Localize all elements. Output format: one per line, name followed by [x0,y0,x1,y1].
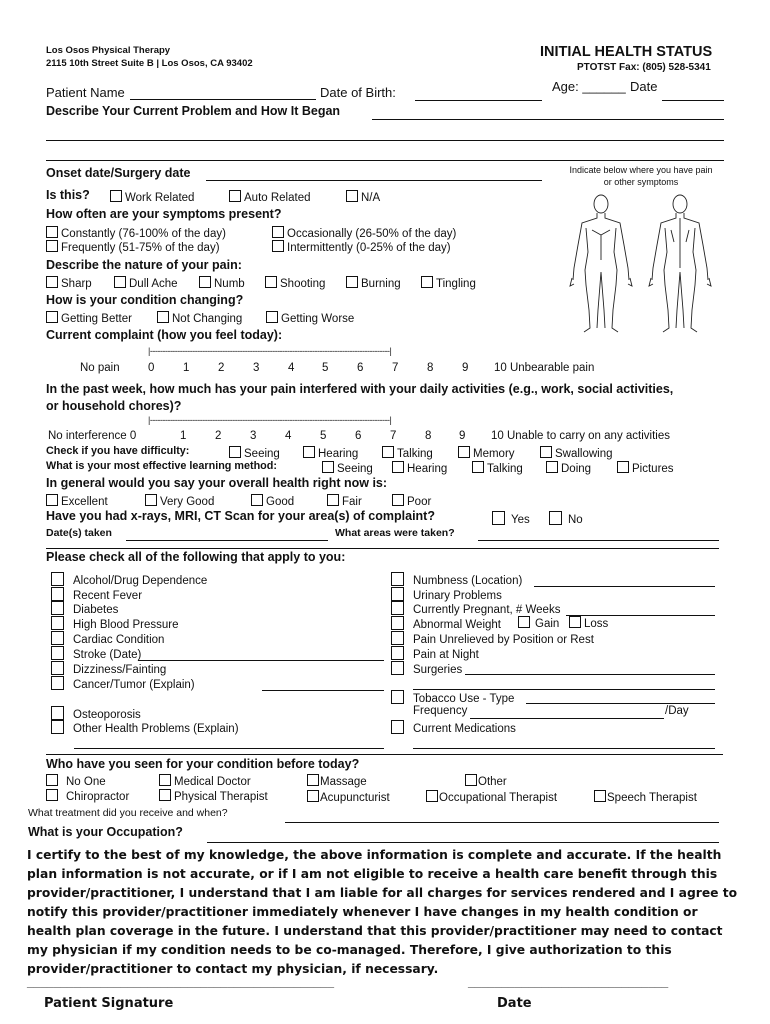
work-related-checkbox[interactable] [110,190,122,202]
seen-pt-checkbox[interactable] [159,789,171,801]
condition-cancer-checkbox[interactable] [51,676,64,690]
condition-numbness-text: Numbness (Location) [413,575,523,587]
imaging-yes-option[interactable] [492,511,530,526]
condition-surgeries[interactable] [391,661,462,676]
condition-bp-text: High Blood Pressure [73,619,179,631]
difficulty-talking-option[interactable] [382,446,433,460]
work-related-text: Work Related [125,192,195,204]
interference-4[interactable]: 4 [285,430,292,442]
condition-tobacco-checkbox[interactable] [391,690,404,704]
difficulty-swallowing-checkbox[interactable] [540,446,552,458]
frequently-text: Frequently (51-75% of the day) [61,242,220,254]
complaint-7[interactable]: 7 [392,362,399,374]
seen-chiro-checkbox[interactable] [46,789,58,801]
seen-massage-checkbox[interactable] [307,774,319,786]
seen-pt-text: Physical Therapist [174,791,268,803]
seen-ot-option[interactable] [426,790,557,804]
weight-loss-option[interactable] [569,616,608,630]
frequently-checkbox[interactable] [46,240,58,252]
interference-9[interactable]: 9 [459,430,466,442]
condition-medications-text: Current Medications [413,723,516,735]
condition-tobacco[interactable] [391,690,514,705]
seen-other-option[interactable] [465,774,507,788]
condition-fever-text: Recent Fever [73,590,143,602]
frequently-option[interactable] [46,240,220,254]
certification-text: I certify to the best of my knowledge, the above information is complete and accurate. If the health plan information is not accurate, or if I am not eligible to receive a health care benefit through this provider/practitioner, I understand that I am liable for all charges for services rendered and I agree to notify this provider/practitioner immediately whenever I have changes in my health condition or health plan coverage in the future. I understand that this provider/practitioner may need to contact my physician if my condition needs to be co-managed. Therefore, I give authorization to this provider/practitioner to contact my physician, if necessary. [27,848,738,976]
numb-checkbox[interactable] [199,276,211,288]
auto-related-checkbox[interactable] [229,190,241,202]
seen-ot-text: Occupational Therapist [439,792,558,804]
dob-field[interactable] [415,100,542,101]
interference-scale-line: |------------------------------------------------------------------------------------------------| [148,415,392,425]
learning-doing-text: Doing [561,463,592,475]
seen-acupuncture-checkbox[interactable] [307,790,319,802]
getting-worse-text: Getting Worse [281,313,355,325]
condition-cancer[interactable] [51,676,195,691]
interference-5[interactable]: 5 [320,430,327,442]
complaint-4[interactable]: 4 [288,362,295,374]
onset-field[interactable] [206,180,542,181]
dates-taken-field[interactable] [126,540,328,541]
intermittently-text: Intermittently (0-25% of the day) [287,242,451,254]
difficulty-hearing-checkbox[interactable] [303,446,315,458]
treatment-field[interactable] [285,822,719,823]
dates-taken-label: Date(s) taken [46,527,112,539]
condition-pain-night-text: Pain at Night [413,649,479,661]
learning-doing-option[interactable] [546,461,591,475]
seen-other-checkbox[interactable] [465,774,477,786]
signature-label: Patient Signature [44,996,174,1011]
condition-numbness[interactable] [391,572,522,587]
weight-loss-checkbox[interactable] [569,616,581,628]
learning-doing-checkbox[interactable] [546,461,558,473]
good-option[interactable] [251,494,294,508]
complaint-2[interactable]: 2 [218,362,225,374]
age-label[interactable]: Age: ______ [552,79,626,94]
condition-osteoporosis[interactable] [51,706,141,721]
poor-option[interactable] [392,494,431,508]
other-explain-field[interactable] [74,748,384,749]
complaint-1[interactable]: 1 [183,362,190,374]
problem-label: Describe Your Current Problem and How It Began [46,104,341,118]
shooting-checkbox[interactable] [265,276,277,288]
condition-pain-night[interactable] [391,646,479,661]
overall-health-label: In general would you say your overall health right now is: [46,476,388,490]
condition-urinary-checkbox[interactable] [391,587,404,601]
condition-medications-checkbox[interactable] [391,720,404,734]
condition-pain-night-checkbox[interactable] [391,646,404,660]
fair-checkbox[interactable] [327,494,339,506]
condition-pain-unrelieved[interactable] [391,631,594,646]
seen-acupuncture-text: Acupuncturist [320,792,390,804]
excellent-checkbox[interactable] [46,494,58,506]
imaging-no-checkbox[interactable] [549,511,562,525]
interference-8[interactable]: 8 [425,430,432,442]
condition-diabetes-text: Diabetes [73,604,119,616]
seen-md-checkbox[interactable] [159,774,171,786]
weight-gain-option[interactable] [518,616,559,630]
difficulty-seeing-text: Seeing [244,448,280,460]
condition-cardiac-checkbox[interactable] [51,631,64,645]
learning-label: What is your most effective learning method: [46,460,277,472]
learning-pictures-option[interactable] [617,461,674,475]
problem-field-1[interactable] [372,119,724,120]
condition-diabetes[interactable] [51,601,118,616]
learning-hearing-checkbox[interactable] [392,461,404,473]
seen-ot-checkbox[interactable] [426,790,438,802]
learning-pictures-text: Pictures [632,463,674,475]
seen-speech-text: Speech Therapist [607,792,697,804]
interference-end[interactable]: 10 Unable to carry on any activities [491,430,670,442]
clinic-name: Los Osos Physical Therapy [46,45,171,56]
complaint-8[interactable]: 8 [427,362,434,374]
difficulty-talking-text: Talking [397,448,433,460]
tobacco-frequency-label: Frequency [413,705,468,717]
condition-other-checkbox[interactable] [51,720,64,734]
getting-worse-option[interactable] [266,311,354,325]
weight-gain-text: Gain [535,618,560,630]
interference-6[interactable]: 6 [355,430,362,442]
constantly-checkbox[interactable] [46,226,58,238]
interference-label: In the past week, how much has your pain interfered with your daily activities (e.g., work, social activities, or household chores)? [46,382,674,413]
occasionally-option[interactable] [272,226,456,240]
treatment-label: What treatment did you receive and when? [28,807,228,819]
sharp-option[interactable] [46,276,92,290]
tobacco-frequency-field[interactable] [470,718,664,719]
medications-field[interactable] [413,748,715,749]
condition-diabetes-checkbox[interactable] [51,601,64,615]
seen-chiro-text: Chiropractor [66,791,130,803]
good-checkbox[interactable] [251,494,263,506]
condition-bp[interactable] [51,616,178,631]
seen-label: Who have you seen for your condition before today? [46,757,360,771]
learning-pictures-checkbox[interactable] [617,461,629,473]
difficulty-seeing-option[interactable] [229,446,280,460]
seen-no-one-option[interactable] [46,774,106,788]
areas-taken-label: What areas were taken? [335,527,455,539]
complaint-0[interactable]: 0 [148,362,155,374]
condition-bp-checkbox[interactable] [51,616,64,630]
pain-nature-label: Describe the nature of your pain: [46,258,242,272]
condition-alcohol[interactable] [51,572,207,587]
condition-surgeries-checkbox[interactable] [391,661,404,675]
auto-related-option[interactable] [229,190,311,204]
na-checkbox[interactable] [346,190,358,202]
getting-better-checkbox[interactable] [46,311,58,323]
tobacco-type-field[interactable] [526,703,715,704]
seen-speech-option[interactable] [594,790,697,804]
imaging-no-text: No [568,514,583,526]
condition-urinary[interactable] [391,587,502,602]
surgeries-field[interactable] [465,674,715,675]
difficulty-hearing-text: Hearing [318,448,359,460]
condition-alcohol-checkbox[interactable] [51,572,64,586]
seen-chiro-option[interactable] [46,789,129,803]
not-changing-option[interactable] [157,311,242,325]
very-good-checkbox[interactable] [145,494,157,506]
difficulty-seeing-checkbox[interactable] [229,446,241,458]
learning-hearing-text: Hearing [407,463,448,475]
condition-stroke-text: Stroke (Date) [73,649,142,661]
burning-text: Burning [361,278,401,290]
sharp-checkbox[interactable] [46,276,58,288]
getting-worse-checkbox[interactable] [266,311,278,323]
condition-weight[interactable] [391,616,501,631]
excellent-text: Excellent [61,496,108,508]
interference-2[interactable]: 2 [215,430,222,442]
per-day-label: /Day [665,705,689,717]
condition-other[interactable] [51,720,239,735]
learning-seeing-checkbox[interactable] [322,461,334,473]
date-field[interactable] [662,100,724,101]
weight-gain-checkbox[interactable] [518,616,530,628]
condition-dizziness-checkbox[interactable] [51,661,64,675]
learning-seeing-option[interactable] [322,461,373,475]
auto-related-text: Auto Related [244,192,311,204]
condition-pregnant[interactable] [391,601,560,616]
learning-talking-checkbox[interactable] [472,461,484,473]
dull-ache-text: Dull Ache [129,278,178,290]
signature-line[interactable]: ______________________________________________ [27,975,334,989]
interference-7[interactable]: 7 [390,430,397,442]
poor-text: Poor [407,496,432,508]
work-related-option[interactable] [110,190,194,204]
condition-fever[interactable] [51,587,142,602]
body-diagram[interactable] [568,190,718,335]
occupation-label: What is your Occupation? [28,825,183,839]
very-good-option[interactable] [145,494,214,508]
condition-surgeries-text: Surgeries [413,664,463,676]
complaint-9[interactable]: 9 [462,362,469,374]
imaging-no-option[interactable] [549,511,583,526]
fair-text: Fair [342,496,362,508]
condition-stroke[interactable] [51,646,141,661]
clinic-address: 2115 10th Street Suite B | Los Osos, CA 93402 [46,58,253,69]
section-divider-2 [46,754,723,755]
tingling-text: Tingling [436,278,476,290]
complaint-5[interactable]: 5 [322,362,329,374]
condition-urinary-text: Urinary Problems [413,590,502,602]
seen-no-one-text: No One [66,776,106,788]
seen-md-text: Medical Doctor [174,776,251,788]
section-divider [46,548,719,549]
occasionally-text: Occasionally (26-50% of the day) [287,228,457,240]
numb-text: Numb [214,278,245,290]
condition-alcohol-text: Alcohol/Drug Dependence [73,575,208,587]
good-text: Good [266,496,295,508]
form-title: INITIAL HEALTH STATUS [540,44,713,60]
condition-weight-text: Abnormal Weight [413,619,501,631]
not-changing-checkbox[interactable] [157,311,169,323]
intermittently-option[interactable] [272,240,451,254]
burning-checkbox[interactable] [346,276,358,288]
fax-number: PTOTST Fax: (805) 528-5341 [577,62,711,73]
complaint-label: Current complaint (how you feel today): [46,328,283,342]
complaint-3[interactable]: 3 [253,362,260,374]
imaging-label: Have you had x-rays, MRI, CT Scan for your area(s) of complaint? [46,509,435,523]
na-option[interactable] [346,190,380,204]
condition-dizziness[interactable] [51,661,166,676]
learning-hearing-option[interactable] [392,461,447,475]
conditions-label: Please check all of the following that apply to you: [46,550,346,564]
areas-taken-field[interactable] [478,540,719,541]
condition-pain-unrelieved-checkbox[interactable] [391,631,404,645]
cancer-explain-field[interactable] [262,690,384,691]
imaging-yes-text: Yes [511,514,530,526]
getting-better-text: Getting Better [61,313,132,325]
patient-name-field[interactable] [130,99,316,100]
condition-dizziness-text: Dizziness/Fainting [73,664,167,676]
interference-1[interactable]: 1 [180,430,187,442]
signature-date-label: Date [497,996,532,1011]
condition-pregnant-text: Currently Pregnant, # Weeks [413,604,561,616]
numbness-location-field[interactable] [534,586,715,587]
condition-other-text: Other Health Problems (Explain) [73,723,239,735]
seen-md-option[interactable] [159,774,251,788]
problem-field-2[interactable] [46,140,724,141]
condition-cancer-text: Cancer/Tumor (Explain) [73,679,195,691]
tingling-checkbox[interactable] [421,276,433,288]
seen-acupuncture-option[interactable] [307,790,390,804]
patient-name-label: Patient Name [46,85,125,100]
learning-seeing-text: Seeing [337,463,373,475]
condition-cardiac[interactable] [51,631,164,646]
sharp-text: Sharp [61,278,92,290]
difficulty-label: Check if you have difficulty: [46,445,190,457]
constantly-text: Constantly (76-100% of the day) [61,228,226,240]
numb-option[interactable] [199,276,245,290]
interference-3[interactable]: 3 [250,430,257,442]
imaging-yes-checkbox[interactable] [492,511,505,525]
is-this-label: Is this? [46,188,90,202]
tingling-option[interactable] [421,276,476,290]
condition-numbness-checkbox[interactable] [391,572,404,586]
seen-massage-option[interactable] [307,774,367,788]
seen-massage-text: Massage [320,776,367,788]
date-label: Date [630,79,658,94]
seen-no-one-checkbox[interactable] [46,774,58,786]
signature-date-line[interactable]: ______________________________ [468,975,669,989]
shooting-option[interactable] [265,276,325,290]
seen-speech-checkbox[interactable] [594,790,606,802]
condition-fever-checkbox[interactable] [51,587,64,601]
condition-pregnant-checkbox[interactable] [391,601,404,615]
dull-ache-option[interactable] [114,276,178,290]
fair-option[interactable] [327,494,362,508]
seen-other-text: Other [478,776,507,788]
complaint-end[interactable]: 10 Unbearable pain [494,362,595,374]
complaint-6[interactable]: 6 [357,362,364,374]
onset-label: Onset date/Surgery date [46,166,191,180]
seen-pt-option[interactable] [159,789,268,803]
learning-talking-text: Talking [487,463,523,475]
difficulty-swallowing-text: Swallowing [555,448,613,460]
dull-ache-checkbox[interactable] [114,276,126,288]
symptoms-label: How often are your symptoms present? [46,207,282,221]
very-good-text: Very Good [160,496,215,508]
condition-osteoporosis-text: Osteoporosis [73,709,141,721]
complaint-start: No pain [80,362,120,374]
complaint-scale-line: |------------------------------------------------------------------------------------------------| [148,346,392,356]
poor-checkbox[interactable] [392,494,404,506]
condition-medications[interactable] [391,720,516,735]
not-changing-text: Not Changing [172,313,243,325]
condition-changing-label: How is your condition changing? [46,293,244,307]
constantly-option[interactable] [46,226,226,240]
occasionally-checkbox[interactable] [272,226,284,238]
condition-osteoporosis-checkbox[interactable] [51,706,64,720]
excellent-option[interactable] [46,494,108,508]
burning-option[interactable] [346,276,401,290]
difficulty-memory-checkbox[interactable] [458,446,470,458]
difficulty-hearing-option[interactable] [303,446,358,460]
stroke-date-field[interactable] [138,660,384,661]
condition-cardiac-text: Cardiac Condition [73,634,165,646]
condition-stroke-checkbox[interactable] [51,646,64,660]
difficulty-talking-checkbox[interactable] [382,446,394,458]
difficulty-swallowing-option[interactable] [540,446,613,460]
condition-pain-unrelieved-text: Pain Unrelieved by Position or Rest [413,634,594,646]
learning-talking-option[interactable] [472,461,523,475]
shooting-text: Shooting [280,278,326,290]
intermittently-checkbox[interactable] [272,240,284,252]
dob-label: Date of Birth: [320,85,396,100]
body-chart-note: Indicate below where you have pain or other symptoms [569,165,713,187]
condition-weight-checkbox[interactable] [391,616,404,630]
na-text: N/A [361,192,381,204]
getting-better-option[interactable] [46,311,132,325]
difficulty-memory-text: Memory [473,448,515,460]
weight-loss-text: Loss [584,618,609,630]
interference-start[interactable]: No interference 0 [48,430,137,442]
condition-tobacco-text: Tobacco Use - Type [413,693,515,705]
difficulty-memory-option[interactable] [458,446,515,460]
occupation-field[interactable] [207,842,719,843]
problem-field-3[interactable] [46,160,724,161]
